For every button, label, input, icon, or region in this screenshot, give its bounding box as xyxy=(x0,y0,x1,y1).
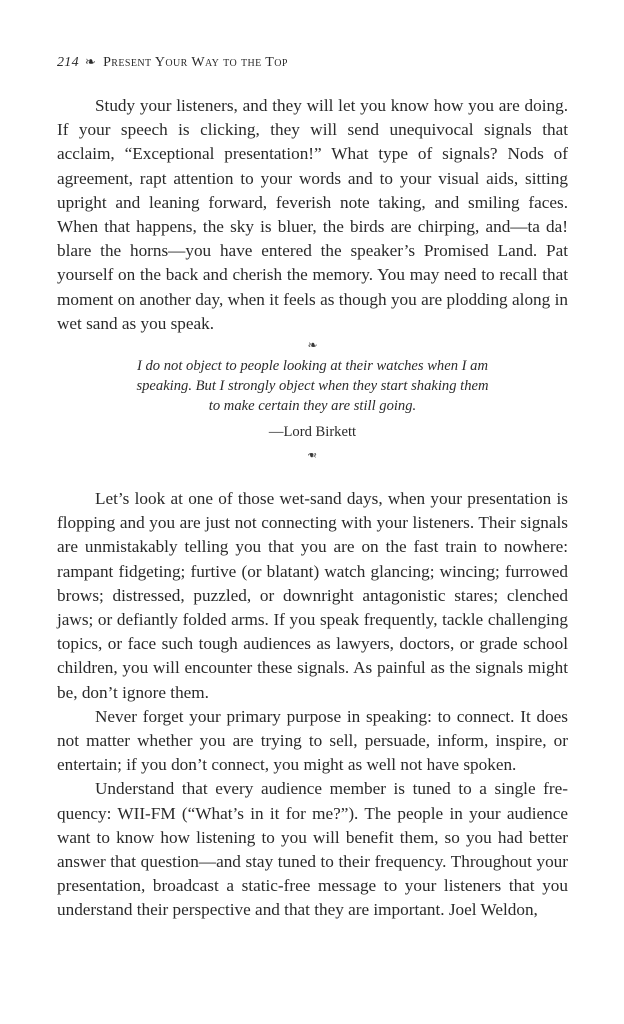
fleuron-top-icon: ❧ xyxy=(307,338,318,352)
fleuron-bottom-icon: ❧ xyxy=(307,448,318,462)
paragraph: Study your listeners, and they will let you know how you are doing. If your speech is clicking, they will send unequivocal signals that acclaim, “Exceptional presentation!” What type of signals? Nods of agreement, rapt attention to your words and to your visual aids, sitting upright and leaning forward, feverish note taking, and smiling faces. When that happens, the sky is bluer, the birds are chirping, and—ta da! blare the horns—you have entered the speaker’s Promised Land. Pat yourself on the back and cherish the memory. You may need to recall that moment on another day, when it feels as though you are plodding along in wet sand as you speak. xyxy=(57,96,568,333)
text-block-bottom xyxy=(57,487,568,923)
book-title: Present Your Way to the Top xyxy=(103,55,288,70)
text-block-top xyxy=(57,94,568,336)
paragraph: Understand that every audience member is tuned to a single frequency: WII-FM (“What’s in it for me?”). The people in your audience want to know how listening to you will benefit them, so you had better answer that question—and stay tuned to their frequency. Throughout your presentation, broadcast a static-free message to your listeners that you understand their perspective and that they are important. Joel Weldon, xyxy=(57,779,568,920)
page-number: 214 xyxy=(57,55,79,70)
epigraph-quote: I do not object to people looking at their watches when I am speaking. But I strongly object when they start shaking them to make certain they are still going. xyxy=(136,358,489,414)
paragraph: Never forget your primary purpose in speaking: to connect. It does not matter whether you are trying to sell, persuade, inform, inspire, or entertain; if you don’t connect, you might as well not have spoken. xyxy=(57,706,568,775)
epigraph xyxy=(57,338,568,464)
epigraph-attribution: —Lord Birkett xyxy=(268,424,357,440)
paragraph: Let’s look at one of those wet-sand days, when your presentation is flopping and you are just not connecting with your listeners. Their signals are unmistakably telling you that you are on the fast train to nowhere: rampant fidgeting; furtive (or blatant) watch glancing; wincing; furrowed brows; distressed, puzzled, or downright antagonistic stares; clenched jaws; or defiantly folded arms. If you speak frequently, tackle challenging topics, or face such tough audiences as lawyers, doctors, or grade school children, you will encounter these signals. As painful as the signals might be, don’t ignore them. xyxy=(57,489,568,702)
fleuron-icon: ❧ xyxy=(84,54,97,69)
running-head xyxy=(57,54,288,71)
